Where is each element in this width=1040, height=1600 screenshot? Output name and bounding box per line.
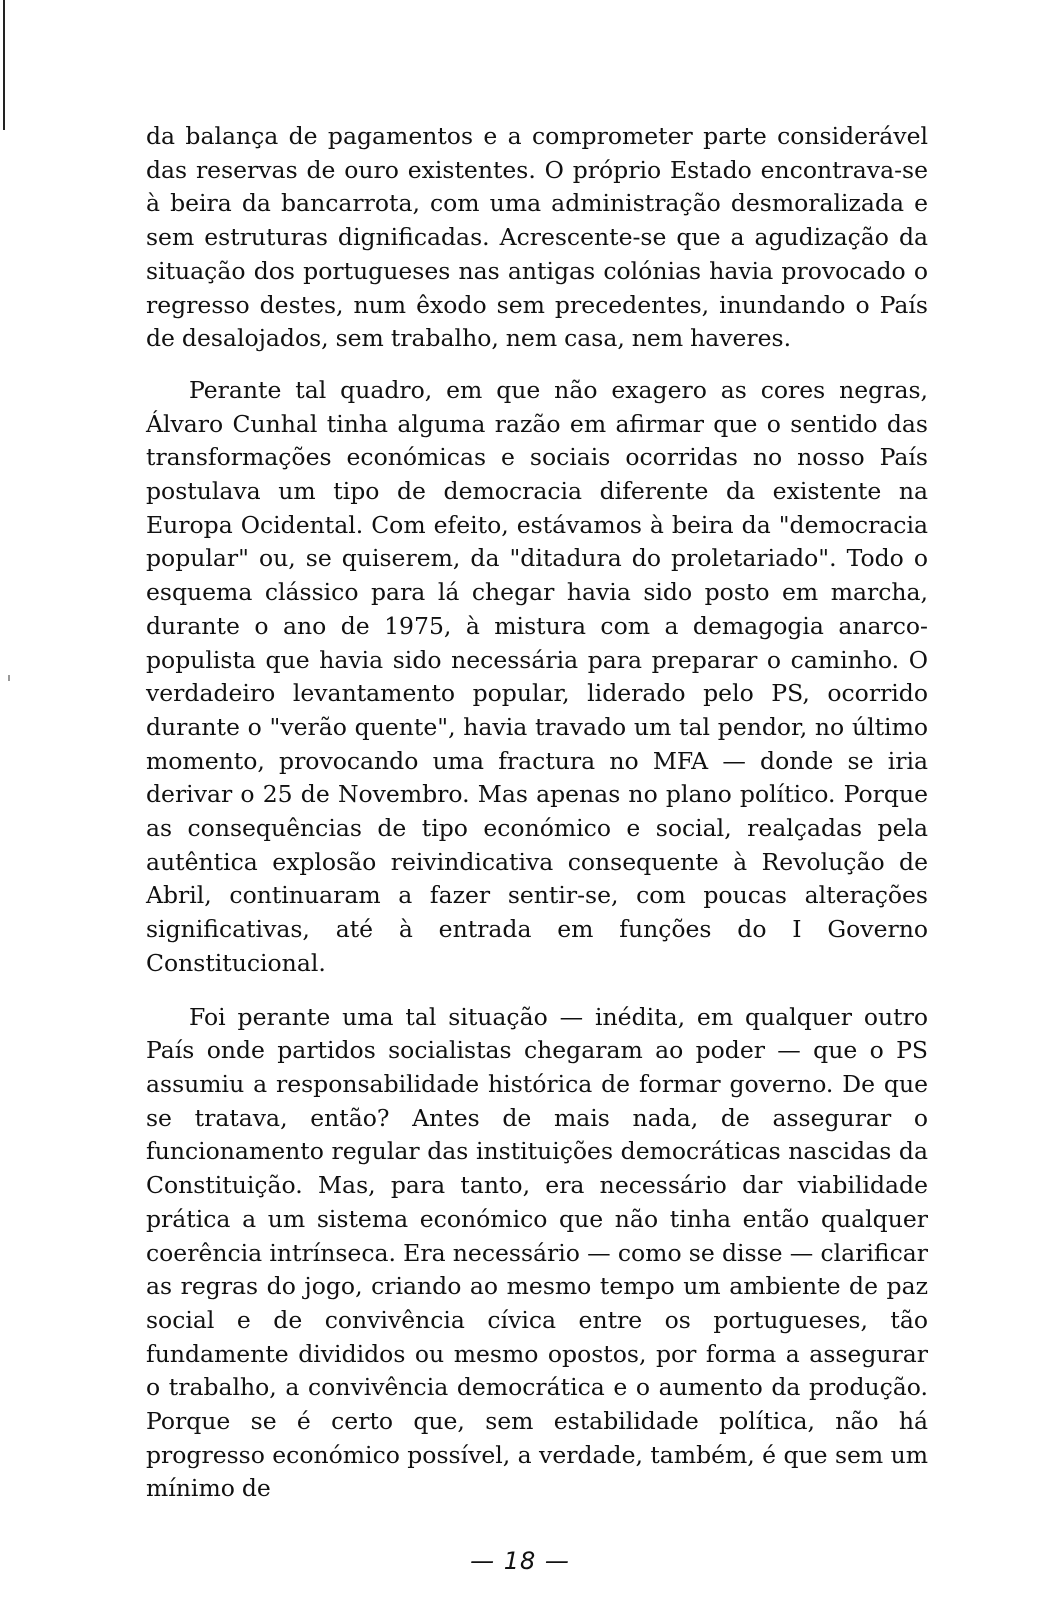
page-number: — 18 — <box>470 1547 570 1575</box>
paragraph-2: Perante tal quadro, em que não exagero as cores negras, Álvaro Cunhal tinha alguma razão em afirmar que o sentido das transformações económicas e sociais ocorridas no nosso País postulava um tipo de democracia diferente da existente na Europa Ocidental. Com efeito, estávamos à beira da "democracia popular" ou, se quiserem, da "ditadura do proletariado". Todo o esquema clássico para lá chegar havia sido posto em marcha, durante o ano de 1975, à mistura com a demagogia anarco-populista que havia sido necessária para preparar o caminho. O verdadeiro levantamento popular, liderado pelo PS, ocorrido durante o "verão quente", havia travado um tal pendor, no último momento, provocando uma fractura no MFA — donde se iria derivar o 25 de Novembro. Mas apenas no plano político. Porque as consequências de tipo económico e social, realçadas pela autêntica explosão reivindicativa consequente à Revolução de Abril, continuaram a fazer sentir-se, com poucas alterações significativas, até à entrada em funções do I Governo Constitucional. <box>146 375 928 977</box>
paragraph-3: Foi perante uma tal situação — inédita, em qualquer outro País onde partidos socialistas chegaram ao poder — que o PS assumiu a responsabilidade histórica de formar governo. De que se tratava, então? Antes de mais nada, de assegurar o funcionamento regular das instituições democráticas nascidas da Constituição. Mas, para tanto, era necessário dar viabilidade prática a um sistema económico que não tinha então qualquer coerência intrínseca. Era necessário — como se disse — clarificar as regras do jogo, criando ao mesmo tempo um ambiente de paz social e de convivência cívica entre os portugueses, tão fundamente divididos ou mesmo opostos, por forma a assegurar o trabalho, a convivência democrática e o aumento da produção. Porque se é certo que, sem estabilidade política, não há progresso económico possível, a verdade, também, é que sem um mínimo de <box>146 1002 928 1503</box>
paragraph-1: da balança de pagamentos e a comprometer parte considerável das reservas de ouro existentes. O próprio Estado encontrava-se à beira da bancarrota, com uma administração desmoralizada e sem estruturas dignificadas. Acrescente-se que a agudização da situação dos portugueses nas antigas colónias havia provocado o regresso destes, num êxodo sem precedentes, inundando o País de desalojados, sem trabalho, nem casa, nem haveres. <box>146 122 928 353</box>
body-text <box>146 120 928 1506</box>
scan-speck <box>8 675 10 681</box>
scan-edge-line <box>3 0 5 130</box>
